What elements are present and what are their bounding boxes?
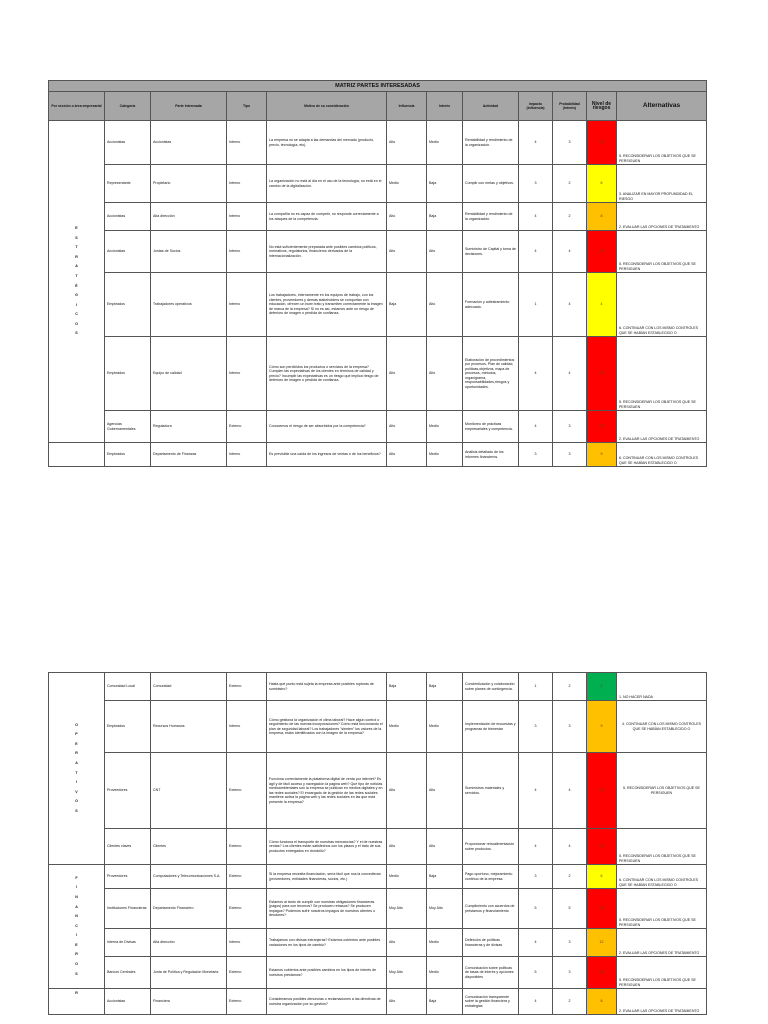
interest-cell: Medio: [427, 929, 463, 957]
probability-cell: 4: [553, 273, 587, 337]
header-cell: Parte Interesada: [151, 92, 227, 121]
reason-cell: No está suficientemente preparada ante posibles cambios políticos, normativos, regulatorios, financieros derivados de la internacionalización.: [267, 231, 387, 273]
probability-cell: 4: [553, 231, 587, 273]
influence-cell: Muy Alto: [387, 957, 427, 989]
influence-cell: Alto: [387, 337, 427, 411]
table-row: [49, 411, 707, 443]
type-cell: Interno: [227, 273, 267, 337]
reason-cell: Los trabajadores, internamente en los equipos de trabajo, con los clientes, proveedores y demás stakeholders se comportan con educación, ofrecen un buen trato y transmiten correctamente la imagen de marca de la empresa? Si no es así, estamos ante un riesgo de deterioro de imagen o pérdida de confianza.: [267, 273, 387, 337]
interest-cell: Baja: [427, 865, 463, 889]
impact-cell: 4: [519, 411, 553, 443]
influence-cell: Muy Alto: [387, 889, 427, 929]
probability-cell: 2: [553, 165, 587, 203]
header-cell: Impacto (Influencia): [519, 92, 553, 121]
reason-cell: Funciona correctamente la plataforma digital de venta por internet? Es ágil y de fácil acceso y navegación la página web? Qué tipo de noticias medioambientales son la empresa se publican en medios digitales y en las redes sociales? El encargado de la gestión de las redes sociales mantiene activa la página web y las redes sociales en las que está presente la empresa?: [267, 753, 387, 829]
influence-cell: Medio: [387, 165, 427, 203]
activity-cell: Suministros materiales y servicios.: [463, 753, 519, 829]
alternative-cell: 6. CONTINUAR CON LOS MISMO CONTROLES QUE SE HABÍAN ESTABLECIDO O: [617, 443, 707, 467]
activity-cell: Definición de políticas financieras y de divisas: [463, 929, 519, 957]
influence-cell: Alto: [387, 829, 427, 865]
activity-cell: Rentabilidad y rendimiento de la organización.: [463, 121, 519, 165]
activity-cell: Proporcionar retroalimentación sobre productos.: [463, 829, 519, 865]
type-cell: Interno: [227, 337, 267, 411]
impact-cell: 1: [519, 273, 553, 337]
stakeholder-cell: Propietario: [151, 165, 227, 203]
table-row: [49, 203, 707, 231]
section-label-letter: S: [75, 331, 78, 336]
reason-cell: Si la empresa necesita financiación, sería fácil que nos la concedieran (proveedores, entidades financieras, socios, etc.): [267, 865, 387, 889]
type-cell: Externo: [227, 411, 267, 443]
stakeholder-cell: Trabajadores operativos: [151, 273, 227, 337]
risk-level-cell: 9: [587, 443, 617, 467]
category-cell: Agencias Gubernamentales: [105, 411, 151, 443]
influence-cell: Baja: [387, 673, 427, 701]
section-label-letter: E: [75, 741, 78, 746]
stakeholder-cell: Financiera: [151, 989, 227, 1015]
activity-cell: Suministro de Capital y toma de decisiones.: [463, 231, 519, 273]
category-cell: Empleados: [105, 701, 151, 753]
table-row: [49, 443, 707, 467]
alternative-cell: 5. RECONSIDERAR LOS OBJETIVOS QUE SE PERSIGUEN: [617, 337, 707, 411]
table-row: [49, 701, 707, 753]
stakeholder-cell: Clientes: [151, 829, 227, 865]
risk-level-cell: 6: [587, 865, 617, 889]
section-label-letter: I: [75, 780, 77, 785]
risk-level-cell: 16: [587, 829, 617, 865]
alternative-cell: 6. CONTINUAR CON LOS MISMO CONTROLES QUE SE HABÍAN ESTABLECIDO O: [617, 273, 707, 337]
section-label-letter: N: [75, 914, 78, 919]
section-label-letter: O: [75, 321, 78, 326]
table-row: [49, 231, 707, 273]
impact-cell: 4: [519, 829, 553, 865]
section-label-letter: A: [75, 760, 78, 765]
probability-cell: 2: [553, 673, 587, 701]
probability-cell: 2: [553, 203, 587, 231]
risk-level-cell: 8: [587, 203, 617, 231]
section-label-letter: E: [75, 942, 78, 947]
influence-cell: Alto: [387, 929, 427, 957]
category-cell: Instituciones Financieras: [105, 889, 151, 929]
header-cell: Por sección o área empresarial: [49, 92, 105, 121]
influence-cell: Baja: [387, 273, 427, 337]
section-label-letter: A: [75, 264, 78, 269]
interest-cell: Medio: [427, 701, 463, 753]
activity-cell: Rentabilidad y rendimiento de la organización.: [463, 203, 519, 231]
stakeholder-cell: Accionistas: [151, 121, 227, 165]
probability-cell: 3: [553, 929, 587, 957]
reason-cell: Estamos cubiertos ante posibles cambios en los tipos de interés de nuestros préstamos?: [267, 957, 387, 989]
table-row: [49, 165, 707, 203]
section-label: [49, 121, 105, 443]
category-cell: Accionistas: [105, 231, 151, 273]
section-label: [49, 443, 105, 467]
interest-cell: Alto: [427, 273, 463, 337]
impact-cell: 3: [519, 865, 553, 889]
impact-cell: 5: [519, 889, 553, 929]
header-cell: Alternativas: [617, 92, 707, 121]
section-label-letter: É: [75, 283, 78, 288]
reason-cell: Consideramos posibles denuncias o reclamaciones a las directivas de nuestra organización por su gestión?: [267, 989, 387, 1015]
header-cell: Nivel de riesgos: [587, 92, 617, 121]
risk-level-cell: 16: [587, 231, 617, 273]
matrix-table-bottom: [48, 672, 707, 1015]
stakeholder-cell: Departamento Financiero: [151, 889, 227, 929]
interest-cell: Medio: [427, 443, 463, 467]
type-cell: Externo: [227, 829, 267, 865]
stakeholder-cell: Juntas de Socios: [151, 231, 227, 273]
section-label-letter: V: [75, 789, 78, 794]
table-row: [49, 753, 707, 829]
table-row: [49, 865, 707, 889]
section-label-letter: E: [75, 225, 78, 230]
probability-cell: 4: [553, 829, 587, 865]
header-cell: Actividad: [463, 92, 519, 121]
section-label-letter: I: [75, 302, 77, 307]
table-row: [49, 121, 707, 165]
type-cell: Interno: [227, 203, 267, 231]
impact-cell: 4: [519, 231, 553, 273]
probability-cell: 2: [553, 865, 587, 889]
category-cell: Accionistas: [105, 989, 151, 1015]
probability-cell: 3: [553, 957, 587, 989]
reason-cell: Cómo son percibidos los productos o servicios de la empresa? Cumplen las expectativas de los clientes en términos de calidad y precio? Incumplir las expectativas es un riesgo que implica riesgo de deterioro de imagen o pérdida de confianza.: [267, 337, 387, 411]
section-label-letter: S: [75, 235, 78, 240]
section-label-letter: R: [75, 952, 78, 957]
section-label-letter: S: [75, 808, 78, 813]
reason-cell: Cómo gestiona la organización el clima laboral? Hace algún control o seguimiento de las nuevas incorporaciones? Cómo está funcionando el plan de seguridad laboral? Los trabajadores "sienten" los valores de la empresa, están identificados con la imagen de la empresa?: [267, 701, 387, 753]
interest-cell: Medio: [427, 957, 463, 989]
section-label: [49, 673, 105, 865]
stakeholder-cell: CNT: [151, 753, 227, 829]
section-label-letter: T: [75, 273, 78, 278]
alternative-cell: 4. CONTINUAR CON LOS MISMO CONTROLES QUE SE HABÍAN ESTABLECIDO O: [617, 701, 707, 753]
category-cell: Bancos Centrales: [105, 957, 151, 989]
influence-cell: Alto: [387, 443, 427, 467]
impact-cell: 5: [519, 957, 553, 989]
interest-cell: Alto: [427, 337, 463, 411]
interest-cell: Baja: [427, 673, 463, 701]
reason-cell: La organización no está al día en el uso de la tecnología, no está en el camino de la digitalización.: [267, 165, 387, 203]
header-cell: Influencia: [387, 92, 427, 121]
impact-cell: 4: [519, 121, 553, 165]
interest-cell: Baja: [427, 203, 463, 231]
influence-cell: Alto: [387, 753, 427, 829]
risk-level-cell: 16: [587, 753, 617, 829]
activity-cell: Comunicación transparente sobre la gestión financiera y estrategias: [463, 989, 519, 1015]
activity-cell: Cumplimiento con acuerdos de préstamos y financiamiento: [463, 889, 519, 929]
influence-cell: Medio: [387, 865, 427, 889]
activity-cell: Pago oportuno, mejoramiento continuo de la empresa.: [463, 865, 519, 889]
alternative-cell: 2. EVALUAR LAS OPCIONES DE TRATAMIENTO: [617, 929, 707, 957]
risk-level-cell: 6: [587, 165, 617, 203]
stakeholder-cell: Comunidad: [151, 673, 227, 701]
alternative-cell: 1. NO HACER NADA: [617, 673, 707, 701]
type-cell: Externo: [227, 957, 267, 989]
probability-cell: 3: [553, 443, 587, 467]
probability-cell: 5: [553, 889, 587, 929]
section-label-letter: O: [75, 722, 78, 727]
type-cell: Interno: [227, 929, 267, 957]
type-cell: Interno: [227, 165, 267, 203]
reason-cell: Es previsible una caída de los ingresos de ventas o de los beneficios?: [267, 443, 387, 467]
risk-level-cell: 9: [587, 701, 617, 753]
probability-cell: 3: [553, 411, 587, 443]
risk-level-cell: 15: [587, 957, 617, 989]
header-cell: Categoría: [105, 92, 151, 121]
section-label-letter: R: [75, 751, 78, 756]
probability-cell: 4: [553, 753, 587, 829]
section-label-letter: T: [75, 770, 78, 775]
activity-cell: Concientización y colaboración sobre planes de contingencia.: [463, 673, 519, 701]
impact-cell: 4: [519, 929, 553, 957]
influence-cell: Alto: [387, 231, 427, 273]
type-cell: Interno: [227, 701, 267, 753]
probability-cell: 2: [553, 989, 587, 1015]
interest-cell: Baja: [427, 989, 463, 1015]
interest-cell: Alto: [427, 753, 463, 829]
reason-cell: Conocemos el riesgo de ser absorbidos por la competencia?: [267, 411, 387, 443]
table-row: [49, 889, 707, 929]
category-cell: Accionistas: [105, 121, 151, 165]
probability-cell: 3: [553, 121, 587, 165]
type-cell: Externo: [227, 673, 267, 701]
header-cell: Motivo de su consideración: [267, 92, 387, 121]
alternative-cell: 2. EVALUAR LAS OPCIONES DE TRATAMIENTO: [617, 989, 707, 1015]
impact-cell: 4: [519, 337, 553, 411]
risk-level-cell: 12: [587, 121, 617, 165]
reason-cell: Hasta qué punto está sujeta la empresa ante posibles rupturas de suministro?: [267, 673, 387, 701]
impact-cell: 4: [519, 203, 553, 231]
alternative-cell: 2. EVALUAR LAS OPCIONES DE TRATAMIENTO: [617, 203, 707, 231]
impact-cell: 3: [519, 165, 553, 203]
stakeholder-cell: Recursos Humanos: [151, 701, 227, 753]
risk-level-cell: 25: [587, 889, 617, 929]
category-cell: Comunidad Local: [105, 673, 151, 701]
alternative-cell: 3. ANALIZAR EN MAYOR PROFUNDIDAD EL RIESGO: [617, 165, 707, 203]
alternative-cell: 5. RECONSIDERAR LOS OBJETIVOS QUE SE PERSIGUEN: [617, 829, 707, 865]
table-row: [49, 673, 707, 701]
category-cell: Accionistas: [105, 203, 151, 231]
alternative-cell: 5. RECONSIDERAR LOS OBJETIVOS QUE SE PERSIGUEN: [617, 957, 707, 989]
influence-cell: Alto: [387, 989, 427, 1015]
header-cell: Tipo: [227, 92, 267, 121]
section-label-letter: R: [75, 991, 78, 995]
alternative-cell: 5. RECONSIDERAR LOS OBJETIVOS QUE SE PERSIGUEN: [617, 121, 707, 165]
stakeholder-cell: Reguladora: [151, 411, 227, 443]
table-row: [49, 957, 707, 989]
header-cell: Interés: [427, 92, 463, 121]
section-label-letter: O: [75, 799, 78, 804]
section-label: [49, 865, 105, 989]
interest-cell: Alto: [427, 231, 463, 273]
impact-cell: 1: [519, 673, 553, 701]
reason-cell: La compañía no es capaz de competir, no responde correctamente a los ataques de la competencia.: [267, 203, 387, 231]
type-cell: Externo: [227, 889, 267, 929]
category-cell: Proveedores: [105, 865, 151, 889]
interest-cell: Medio: [427, 121, 463, 165]
section-label-letter: A: [75, 904, 78, 909]
influence-cell: Alto: [387, 121, 427, 165]
alternative-cell: 5. RECONSIDERAR LOS OBJETIVOS QUE SE PERSIGUEN: [617, 231, 707, 273]
alternative-cell: 5. RECONSIDERAR LOS OBJETIVOS QUE SE PERSIGUEN: [617, 889, 707, 929]
section-label-letter: I: [75, 885, 77, 890]
header-cell: Probabilidad (Interés): [553, 92, 587, 121]
risk-level-cell: 8: [587, 989, 617, 1015]
section-label-letter: N: [75, 894, 78, 899]
risk-level-cell: 4: [587, 273, 617, 337]
section-label-letter: O: [75, 962, 78, 967]
section-label-letter: T: [75, 245, 78, 250]
section-label-letter: S: [75, 971, 78, 976]
type-cell: Externo: [227, 865, 267, 889]
reason-cell: Trabajamos con divisas extranjeras? Estamos cubiertos ante posibles variaciones en los tipos de cambio?: [267, 929, 387, 957]
table-row: [49, 829, 707, 865]
probability-cell: 4: [553, 337, 587, 411]
activity-cell: Comunicación sobre políticas de tasas de interés y opciones disponibles: [463, 957, 519, 989]
interest-cell: Baja: [427, 165, 463, 203]
table-row: [49, 273, 707, 337]
influence-cell: Alto: [387, 203, 427, 231]
table-row: [49, 337, 707, 411]
impact-cell: 3: [519, 701, 553, 753]
section-label: [49, 989, 105, 1015]
section-label-letters: [75, 989, 78, 999]
stakeholder-cell: Alta dirección: [151, 929, 227, 957]
activity-cell: Cumplir con metas y objetivos.: [463, 165, 519, 203]
reason-cell: La empresa no se adapta a las demandas del mercado (producto, precio, tecnología, etc).: [267, 121, 387, 165]
activity-cell: Implementación de encuestas y programas de bienestar: [463, 701, 519, 753]
type-cell: Externo: [227, 989, 267, 1015]
probability-cell: 3: [553, 701, 587, 753]
section-label-letters: [75, 224, 78, 339]
influence-cell: Alto: [387, 411, 427, 443]
category-cell: Empleados: [105, 443, 151, 467]
interest-cell: Medio: [427, 411, 463, 443]
type-cell: Interno: [227, 231, 267, 273]
matrix-table-top: [48, 80, 707, 467]
impact-cell: 4: [519, 989, 553, 1015]
interest-cell: Muy Alto: [427, 889, 463, 929]
activity-cell: Monitoreo de prácticas empresariales y competencia.: [463, 411, 519, 443]
activity-cell: Elaboración de procedimientos por procesos, Plan de calidad, políticas,objetivos, mapa de procesos, métodos, organigrama, responsabilidades,riesgos y oportunidades.: [463, 337, 519, 411]
impact-cell: 3: [519, 443, 553, 467]
table-row: [49, 989, 707, 1015]
risk-level-cell: 16: [587, 337, 617, 411]
category-cell: Representante: [105, 165, 151, 203]
table-row: [49, 929, 707, 957]
alternative-cell: 2. EVALUAR LAS OPCIONES DE TRATAMIENTO: [617, 411, 707, 443]
stakeholder-cell: Alta dirección: [151, 203, 227, 231]
section-label-letters: [75, 874, 78, 980]
stakeholder-cell: Computadores y Telecomunicaciones S.A.: [151, 865, 227, 889]
section-label-letter: C: [75, 312, 78, 317]
risk-level-cell: 12: [587, 929, 617, 957]
reason-cell: Cómo funciona el transporte de nuestras mercancías? Y el de nuestras ventas? Los clientes están satisfechos con los plazos y el trato de sus productos entregados en domicilio?: [267, 829, 387, 865]
category-cell: Proveedores: [105, 753, 151, 829]
alternative-cell: 6. CONTINUAR CON LOS MISMO CONTROLES QUE SE HABÍAN ESTABLECIDO O: [617, 865, 707, 889]
section-label-letter: C: [75, 923, 78, 928]
alternative-cell: 5. RECONSIDERAR LOS OBJETIVOS QUE SE PERSIGUEN: [617, 753, 707, 829]
section-label-letter: F: [75, 875, 78, 880]
stakeholder-cell: Equipo de calidad: [151, 337, 227, 411]
category-cell: Clientes claves: [105, 829, 151, 865]
activity-cell: Formación y adiestramiento adecuado.: [463, 273, 519, 337]
impact-cell: 4: [519, 753, 553, 829]
category-cell: Empleados: [105, 273, 151, 337]
section-label-letter: G: [75, 293, 78, 298]
activity-cell: Análisis detallado de los informes financieros.: [463, 443, 519, 467]
section-label-letter: R: [75, 254, 78, 259]
stakeholder-cell: Junta de Política y Regulación Monetaria: [151, 957, 227, 989]
category-cell: Interna de Divisas: [105, 929, 151, 957]
reason-cell: Estamos al tanto de cumplir con nuestras obligaciones financieras (pagos) para con terceros? Se producen retrasos? Se producen impagos? Podemos sufrir nosotros impagos de nuestros clientes o deudores?: [267, 889, 387, 929]
section-label-letter: P: [75, 732, 78, 737]
risk-level-cell: 12: [587, 411, 617, 443]
risk-level-cell: 2: [587, 673, 617, 701]
type-cell: Externo: [227, 753, 267, 829]
category-cell: Empleados: [105, 337, 151, 411]
stakeholder-cell: Departamento de Finanzas: [151, 443, 227, 467]
type-cell: Interno: [227, 443, 267, 467]
interest-cell: Alto: [427, 829, 463, 865]
influence-cell: Medio: [387, 701, 427, 753]
section-label-letters: [75, 721, 78, 817]
matrix-title: MATRIZ PARTES INTERESADAS: [49, 81, 707, 92]
type-cell: Interno: [227, 121, 267, 165]
section-label-letter: I: [75, 933, 77, 938]
